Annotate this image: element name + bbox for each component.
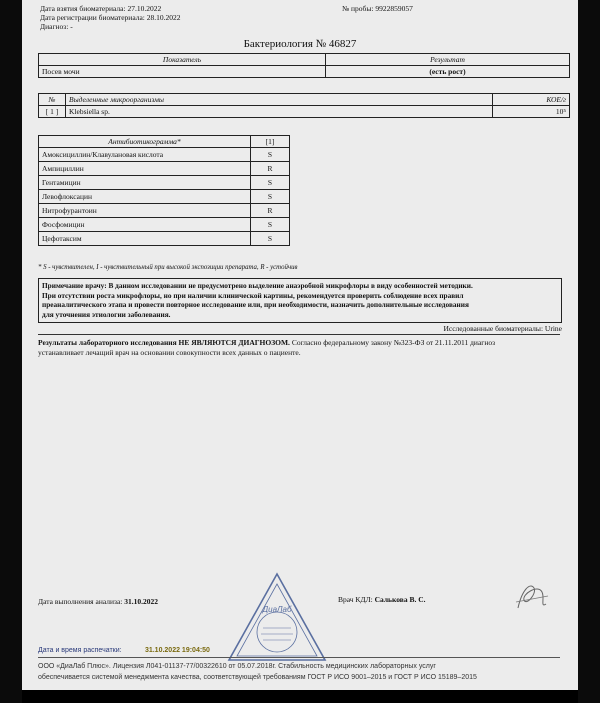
- table-row: [39, 232, 290, 246]
- table-row: [39, 190, 290, 204]
- sample-number: № пробы: 9922859057: [342, 4, 413, 13]
- antibiotic-name: Левофлоксацин: [39, 190, 251, 204]
- organism-cfu: 10⁵: [493, 106, 570, 118]
- organism-index: [ 1 ]: [39, 106, 66, 118]
- diagnosis: Диагноз: -: [40, 22, 73, 31]
- left-background: [0, 0, 22, 703]
- license-line-1: ООО «ДиаЛаб Плюс». Лицензия Л041-01137-77/00322610 от 05.07.2018г. Стабильность медицинских лабораторных услуг: [38, 663, 436, 670]
- antibiotic-name: Амоксициллин/Клавулановая кислота: [39, 148, 251, 162]
- disclaimer-rest: Согласно федеральному закону №323-ФЗ от 21.11.2011 диагноз: [289, 338, 496, 347]
- lab-stamp: [227, 572, 327, 662]
- header-indicator: Показатель: [39, 54, 326, 66]
- table-row: [39, 162, 290, 176]
- table-row: [39, 106, 570, 118]
- divider: [38, 334, 560, 335]
- note-line-1: Примечание врачу: В данном исследовании не предусмотрено выделение анаэробной микрофлоры в виду особенностей методики.: [42, 281, 473, 290]
- doctor-signature: [512, 578, 552, 614]
- antibiotic-name: Гентамицин: [39, 176, 251, 190]
- print-time-value: 31.10.2022 19:04:50: [144, 647, 210, 654]
- indicator-cell: Посев мочи: [39, 66, 326, 78]
- registration-date: Дата регистрации биоматериала: 28.10.2022: [40, 13, 181, 22]
- header-isolate: [1]: [251, 136, 290, 148]
- antibiotic-result: R: [251, 204, 290, 218]
- doctor-note: [38, 278, 562, 323]
- table-row: [39, 176, 290, 190]
- note-line-2: При отсутствии роста микрофлоры, но при наличии клинической картины, рекомендуется проверить соблюдение всех правил: [42, 290, 464, 300]
- document-page: [22, 0, 578, 690]
- antibiotic-name: Нитрофурантоин: [39, 204, 251, 218]
- note-line-4: для уточнения этиологии заболевания.: [42, 309, 171, 319]
- print-time: [38, 646, 210, 655]
- disclaimer-bold: Результаты лабораторного исследования НЕ ЯВЛЯЮТСЯ ДИАГНОЗОМ.: [38, 338, 290, 347]
- right-background: [578, 0, 600, 703]
- header-cfu: КОЕ/г: [493, 94, 570, 106]
- antibiogram-footnote: * S - чувствителен, I - чувствительный при высокой экспозиции препарата, R - устойчив: [38, 264, 298, 271]
- doctor-line: [338, 595, 426, 604]
- antibiotic-name: Фосфомицин: [39, 218, 251, 232]
- license-line-2: обеспечивается системой менеджмента качества, соответствующей требованиям ГОСТ Р ИСО 9001–2015 и ГОСТ Р ИСО 15189–2015: [38, 674, 477, 681]
- analysis-date-value: 31.10.2022: [124, 597, 158, 606]
- doctor-label: Врач КДЛ:: [338, 595, 373, 604]
- header-organisms: Выделенные микроорганизмы: [66, 94, 493, 106]
- result-cell: (есть рост): [326, 66, 570, 78]
- disclaimer-line-2: устанавливает лечащий врач на основании совокупности всех данных о пациенте.: [38, 348, 301, 357]
- antibiotic-result: S: [251, 218, 290, 232]
- analysis-date: [38, 597, 158, 606]
- header-number: №: [39, 94, 66, 106]
- table-row: [39, 204, 290, 218]
- antibiotic-result: S: [251, 176, 290, 190]
- antibiotic-result: S: [251, 148, 290, 162]
- header-result: Результат: [326, 54, 570, 66]
- note-line-3: преаналитического этапа и провести повторное исследование или, при необходимости, назначить дополнительные исследования: [42, 300, 469, 309]
- antibiotic-name: Цефотаксим: [39, 232, 251, 246]
- disclaimer-line-1: [38, 338, 495, 347]
- doctor-name: Салькова В. С.: [374, 595, 426, 604]
- result-table: [38, 53, 570, 78]
- page-title: Бактериология № 46827: [243, 38, 357, 50]
- biomaterial-line: Исследованные биоматериалы: Urine: [443, 324, 562, 333]
- footer-divider: [38, 657, 560, 658]
- table-row: [39, 218, 290, 232]
- antibiotic-result: S: [251, 232, 290, 246]
- take-date: Дата взятия биоматериала: 27.10.2022: [40, 4, 162, 13]
- antibiotic-result: R: [251, 162, 290, 176]
- antibiotic-name: Ампициллин: [39, 162, 251, 176]
- organisms-table: [38, 93, 570, 118]
- antibiotic-result: S: [251, 190, 290, 204]
- antibiogram-table: [38, 135, 290, 246]
- analysis-date-label: Дата выполнения анализа:: [38, 597, 123, 606]
- organism-name: Klebsiella sp.: [66, 106, 493, 118]
- print-time-label: Дата и время распечатки:: [38, 647, 122, 654]
- table-row: [39, 148, 290, 162]
- stamp-text: ДиаЛаб: [262, 605, 292, 614]
- header-antibiogram: Антибиотикограмма*: [39, 136, 251, 148]
